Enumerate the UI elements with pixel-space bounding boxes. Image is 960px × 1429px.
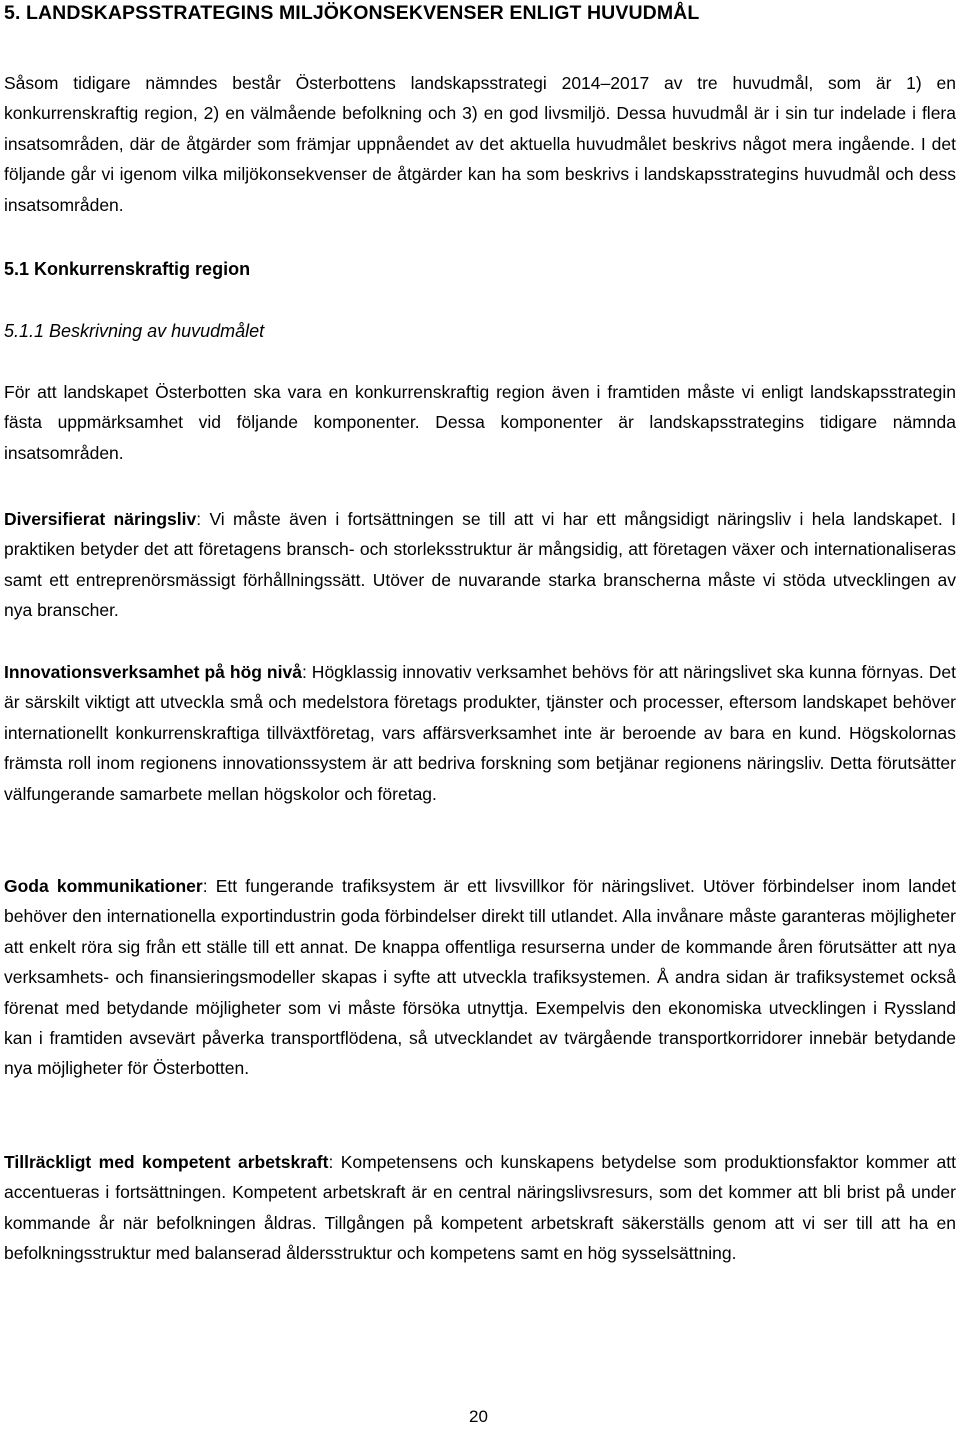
component-lead: Diversifierat näringsliv <box>4 509 197 529</box>
subsubsection-heading: 5.1.1 Beskrivning av huvudmålet <box>4 321 265 341</box>
subsection-heading: 5.1 Konkurrenskraftig region <box>4 259 251 279</box>
component-paragraph <box>4 1147 956 1269</box>
goal-paragraph: För att landskapet Österbotten ska vara en konkurrenskraftig region även i framtiden måste vi enligt landskapsstrategin fästa uppmärksamhet vid följande komponenter. Dessa komponenter är landskapsstrategins tidigare nämnda insatsområden. <box>4 382 956 463</box>
intro-paragraph: Såsom tidigare nämndes består Österbottens landskapsstrategi 2014–2017 av tre huvudmål, som är 1) en konkurrenskraftig region, 2) en välmående befolkning och 3) en god livsmiljö. Dessa huvudmål är i sin tur indelade i flera insatsområden, där de åtgärder som främjar uppnåendet av det aktuella huvudmålet beskrivs något mera ingående. I det följande går vi igenom vilka miljökonsekvenser de åtgärder kan ha som beskrivs i landskapsstrategins huvudmål och dess insatsområden. <box>4 73 956 215</box>
component-lead: Tillräckligt med kompetent arbetskraft <box>4 1152 329 1172</box>
component-text: : Ett fungerande trafiksystem är ett livsvillkor för näringslivet. Utöver förbindelser inom landet behöver den internationella exportindustrin goda förbindelser direkt till utlandet. Alla invånare måste garanteras möjligheter att enkelt röra sig från ett ställe till ett annat. De knappa offentliga resurserna under de kommande åren förutsätter att nya verksamhets- och finansieringsmodeller skapas i syfte att utveckla trafiksystemen. Å andra sidan är trafiksystemet också förenat med betydande möjligheter som vi måste försöka utnyttja. Exempelvis den ekonomiska utvecklingen i Ryssland kan i framtiden avsevärt påverka transportflödena, så utvecklandet av tvärgående transportkorridorer innebär betydande nya möjligheter för Österbotten. <box>4 876 956 1079</box>
component-paragraph <box>4 657 956 809</box>
component-text: : Vi måste även i fortsättningen se till att vi har ett mångsidigt näringsliv i hela landskapet. I praktiken betyder det att företagens bransch- och storleksstruktur är mångsidig, att företagen växer och internationaliseras samt ett entreprenörsmässigt förhållningssätt. Utöver de nuvarande starka branscherna måste vi stöda utvecklingen av nya branscher. <box>4 509 956 621</box>
component-lead: Innovationsverksamhet på hög nivå <box>4 662 302 682</box>
component-text: : Högklassig innovativ verksamhet behövs för att näringslivet ska kunna förnyas. Det är särskilt viktigt att utveckla små och medelstora företags produkter, tjänster och processer, eftersom landskapet behöver internationellt konkurrenskraftiga tillväxtföretag, vars affärsverksamhet inte är beroende av bara en kund. Högskolornas främsta roll inom regionens innovationssystem är att bedriva forskning som betjänar regionens näringsliv. Detta förutsätter välfungerande samarbete mellan högskolor och företag. <box>4 662 956 804</box>
document-page <box>4 0 956 1429</box>
component-text: : Kompetensens och kunskapens betydelse som produktionsfaktor kommer att accentueras i fortsättningen. Kompetent arbetskraft är en central näringslivsresurs, som det kommer att bli brist på under kommande år när befolkningen åldras. Tillgången på kompetent arbetskraft säkerställs genom att vi ser till att ha en befolkningsstruktur med balanserad åldersstruktur och kompetens samt en hög sysselsättning. <box>4 1152 956 1264</box>
component-paragraph <box>4 504 956 626</box>
component-lead: Goda kommunikationer <box>4 876 203 896</box>
component-paragraph <box>4 871 956 1084</box>
page-number: 20 <box>469 1407 488 1426</box>
section-heading: 5. LANDSKAPSSTRATEGINS MILJÖKONSEKVENSER ENLIGT HUVUDMÅL <box>4 2 700 24</box>
